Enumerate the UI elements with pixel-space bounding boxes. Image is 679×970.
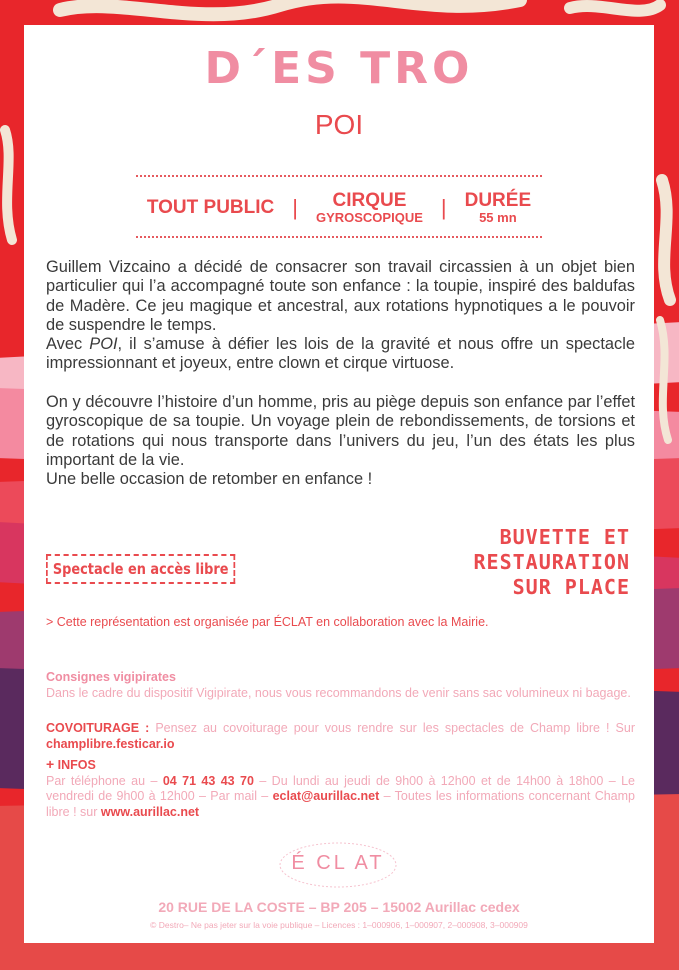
brand-logo: D´ES TRO xyxy=(204,43,474,94)
separator: | xyxy=(292,195,298,220)
organisation-note: > Cette représentation est organisée par ÉCLAT en collaboration avec la Mairie. xyxy=(46,615,489,629)
infos-block xyxy=(46,757,635,820)
vigipirate-block xyxy=(46,670,635,701)
covoiturage-label: COVOITURAGE : xyxy=(46,721,150,735)
infos-text: Par téléphone au – 04 71 43 43 70 – Du lundi au jeudi de 9h00 à 12h00 et de 14h00 à 18h00 – Le vendredi de 9h00 à 12h00 – Par mail – eclat@aurillac.net – Toutes les informations concernant Champ libre ! sur www.aurillac.net xyxy=(46,773,635,819)
phone-number[interactable]: 04 71 43 43 70 xyxy=(162,773,254,788)
buvette-notice: BUVETTE ET RESTAURATION SUR PLACE xyxy=(473,525,630,599)
flyer-card xyxy=(24,25,654,943)
legal-notice: © Destro– Ne pas jeter sur la voie publique – Licences : 1–000906, 1–000907, 2–000908, 3–000909 xyxy=(150,920,528,930)
duration: DURÉE 55 mn xyxy=(464,190,532,226)
vigipirate-title: Consignes vigipirates xyxy=(46,670,176,684)
audience: TOUT PUBLIC xyxy=(146,197,275,219)
eclat-logo-text: É CL AT xyxy=(291,852,385,874)
vigipirate-text: Dans le cadre du dispositif Vigipirate, nous vous recommandons de venir sans sac volumineux ni bagage. xyxy=(46,685,631,700)
acces-libre-stamp: Spectacle en accès libre xyxy=(46,554,235,584)
dotted-divider xyxy=(136,175,542,177)
show-name-italic: POI xyxy=(89,335,118,354)
address: 20 RUE DE LA COSTE – BP 205 – 15002 Aurillac cedex xyxy=(158,899,520,915)
description-paragraph-2: On y découvre l’histoire d’un homme, pris au piège depuis son enfance par l’effet gyroscopique de sa toupie. Un voyage plein de rebondissements, de torsions et de rotations qui nous transporte dans l’univers du jeu, l’un des états les plus important de la vie. Une belle occasion de retomber en enfance ! xyxy=(46,393,635,489)
covoiturage-link[interactable]: champlibre.festicar.io xyxy=(46,736,175,751)
email-link[interactable]: eclat@aurillac.net xyxy=(272,789,380,803)
description-paragraph-1: Guillem Vizcaino a décidé de consacrer son travail circassien à un objet bien particulier qui l’a accompagné toute son enfance : la toupie, inspiré des baldufas de Madère. Ce jeu magique et ancestral, aux rotations hypnotiques a le pouvoir de suspendre le temps. Avec POI, il s’amuse à défier les lois de la gravité et nous offre un spectacle impressionnant et joyeux, entre clown et cirque virtuose. xyxy=(46,258,635,373)
eclat-logo xyxy=(271,840,405,890)
website-link[interactable]: www.aurillac.net xyxy=(100,804,200,819)
separator: | xyxy=(440,195,447,220)
infos-title: + INFOS xyxy=(46,756,96,772)
genre: CIRQUE GYROSCOPIQUE xyxy=(315,190,423,226)
covoiturage-block: COVOITURAGE : Pensez au covoiturage pour vous rendre sur les spectacles de Champ libre ! Sur champlibre.festicar.io xyxy=(46,721,635,751)
show-title: POI xyxy=(314,109,364,140)
plus-icon: + xyxy=(46,756,55,772)
dotted-divider xyxy=(136,236,542,238)
info-row xyxy=(124,185,554,231)
